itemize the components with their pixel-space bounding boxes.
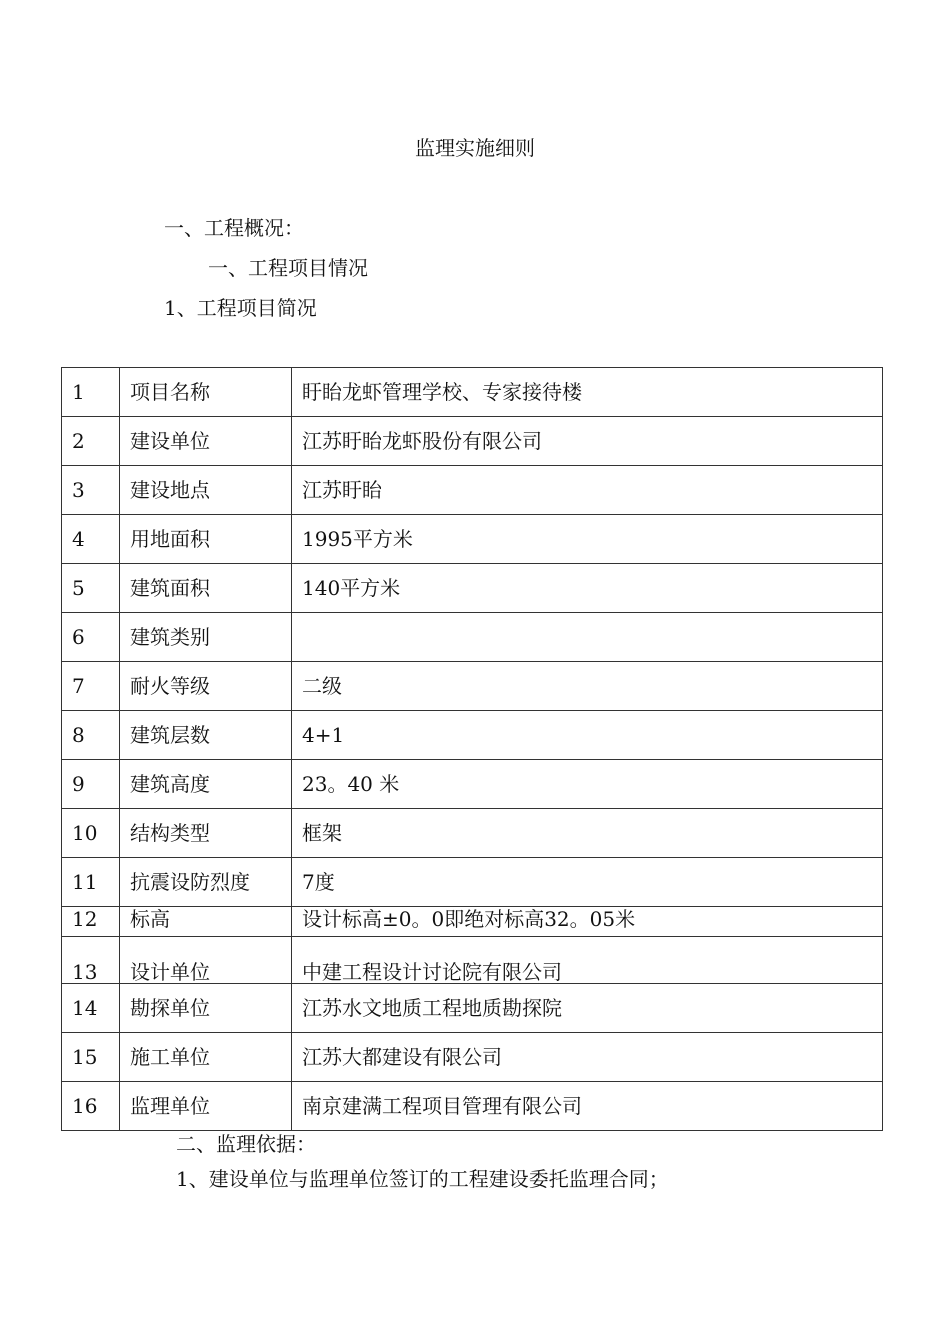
row-value: 140平方米 [292, 564, 883, 613]
row-label: 耐火等级 [120, 662, 292, 711]
table-row [62, 907, 883, 937]
row-number: 5 [62, 564, 120, 613]
table-row [62, 564, 883, 613]
row-number: 12 [62, 907, 120, 937]
row-number: 1 [62, 368, 120, 417]
row-label: 施工单位 [120, 1033, 292, 1082]
row-label: 项目名称 [120, 368, 292, 417]
table-row [62, 809, 883, 858]
table-row [62, 937, 883, 984]
row-number: 4 [62, 515, 120, 564]
table-row [62, 760, 883, 809]
row-value: 南京建满工程项目管理有限公司 [292, 1082, 883, 1131]
row-label: 建筑面积 [120, 564, 292, 613]
row-value: 中建工程设计讨论院有限公司 [292, 937, 883, 984]
table-row [62, 515, 883, 564]
row-value: 江苏盱眙龙虾股份有限公司 [292, 417, 883, 466]
row-number: 9 [62, 760, 120, 809]
table-row [62, 984, 883, 1033]
row-value: 江苏大都建设有限公司 [292, 1033, 883, 1082]
section1-heading: 一、工程概况： [164, 216, 304, 240]
table-row [62, 417, 883, 466]
row-value: 1995平方米 [292, 515, 883, 564]
row-label: 结构类型 [120, 809, 292, 858]
table-row [62, 711, 883, 760]
row-value: 江苏盱眙 [292, 466, 883, 515]
row-value: 江苏水文地质工程地质勘探院 [292, 984, 883, 1033]
row-value: 盱眙龙虾管理学校、专家接待楼 [292, 368, 883, 417]
table-row [62, 1082, 883, 1131]
row-value: 设计标高±0。0即绝对标高32。05米 [292, 907, 883, 937]
table-row [62, 613, 883, 662]
row-label: 监理单位 [120, 1082, 292, 1131]
row-number: 2 [62, 417, 120, 466]
item-heading: 1、工程项目简况 [164, 296, 317, 320]
table-row [62, 368, 883, 417]
row-label: 建设地点 [120, 466, 292, 515]
row-number: 8 [62, 711, 120, 760]
row-value: 二级 [292, 662, 883, 711]
table-row [62, 1033, 883, 1082]
row-number: 3 [62, 466, 120, 515]
row-value: 7度 [292, 858, 883, 907]
row-number: 10 [62, 809, 120, 858]
row-label: 用地面积 [120, 515, 292, 564]
row-value: 框架 [292, 809, 883, 858]
row-number: 15 [62, 1033, 120, 1082]
row-label: 建筑层数 [120, 711, 292, 760]
row-label: 标高 [120, 907, 292, 937]
row-label: 抗震设防烈度 [120, 858, 292, 907]
row-label: 建筑类别 [120, 613, 292, 662]
row-number: 14 [62, 984, 120, 1033]
row-label: 建筑高度 [120, 760, 292, 809]
row-label: 勘探单位 [120, 984, 292, 1033]
row-number: 6 [62, 613, 120, 662]
row-number: 11 [62, 858, 120, 907]
row-number: 7 [62, 662, 120, 711]
basis-item-1: 1、建设单位与监理单位签订的工程建设委托监理合同； [176, 1167, 669, 1191]
table-row [62, 662, 883, 711]
table-row [62, 466, 883, 515]
row-number: 16 [62, 1082, 120, 1131]
row-label: 建设单位 [120, 417, 292, 466]
row-label: 设计单位 [120, 937, 292, 984]
row-value: 23。40 米 [292, 760, 883, 809]
section2-heading: 二、监理依据： [176, 1132, 316, 1156]
table-row [62, 858, 883, 907]
row-value [292, 613, 883, 662]
subsection-heading: 一、工程项目情况 [208, 256, 368, 280]
row-value: 4+1 [292, 711, 883, 760]
row-number: 13 [62, 937, 120, 984]
project-info-table [61, 367, 883, 1131]
document-title: 监理实施细则 [415, 136, 535, 160]
